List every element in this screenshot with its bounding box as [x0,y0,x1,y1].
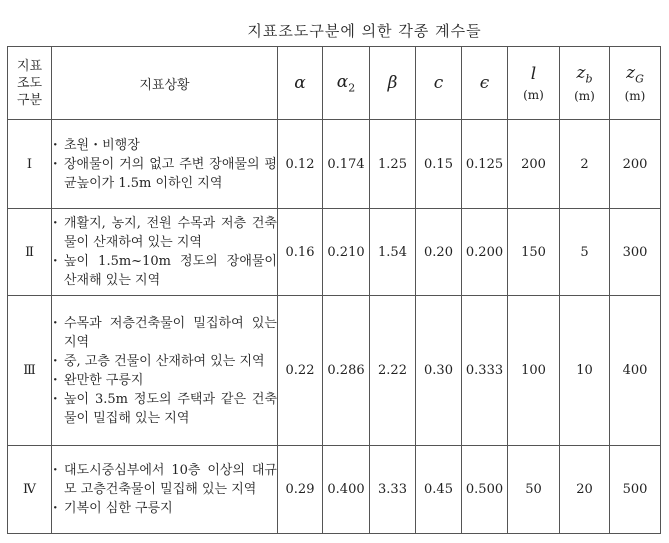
table-row [8,446,661,534]
header-beta [370,47,416,120]
header-unit: (m) [574,89,595,104]
value-cell: 200 [508,120,560,209]
value-cell: 10 [560,296,610,446]
value-cell: 0.333 [462,296,508,446]
value-cell: 400 [610,296,661,446]
class-cell: Ⅲ [8,296,52,446]
header-epsilon [462,47,508,120]
value-cell: 500 [610,446,661,534]
value-cell: 0.400 [323,446,370,534]
table-row [8,209,661,296]
header-c [416,47,462,120]
value-cell: 0.30 [416,296,462,446]
header-symbol: $\alpha_2$ [336,71,356,95]
header-symbol: l [530,64,537,84]
value-cell: 0.16 [278,209,323,296]
header-zb [560,47,610,120]
header-symbol: β [387,73,398,93]
header-class [8,47,52,120]
value-cell: 300 [610,209,661,296]
condition-item: · 대도시중심부에서 10층 이상의 대규모 고층건축물이 밀집해 있는 지역 [52,461,277,499]
header-symbol: $z_b$ [576,62,593,86]
value-cell: 0.125 [462,120,508,209]
value-cell: 5 [560,209,610,296]
value-cell: 0.174 [323,120,370,209]
value-cell: 0.210 [323,209,370,296]
header-class-line: 조도 [16,75,43,91]
value-cell: 1.25 [370,120,416,209]
header-row [8,47,661,120]
header-l [508,47,560,120]
header-alpha [278,47,323,120]
value-cell: 20 [560,446,610,534]
value-cell: 0.45 [416,446,462,534]
condition-item: · 수목과 저층건축물이 밀집하여 있는 지역 [52,314,277,352]
condition-cell [52,446,278,534]
condition-item: · 높이 1.5m~10m 정도의 장애물이 산재해 있는 지역 [52,252,277,290]
class-cell: Ⅳ [8,446,52,534]
condition-item: · 중, 고층 건물이 산재하여 있는 지역 [52,352,277,371]
header-subscript: b [585,72,593,86]
header-zg [610,47,661,120]
table-title: 지표조도구분에 의한 각종 계수들 [247,22,482,40]
value-cell: 100 [508,296,560,446]
condition-item: · 개활지, 농지, 전원 수목과 저층 건축물이 산재하여 있는 지역 [52,214,277,252]
header-unit: (m) [624,89,646,104]
coefficient-table [7,46,661,534]
value-cell: 0.29 [278,446,323,534]
value-cell: 2 [560,120,610,209]
value-cell: 0.286 [323,296,370,446]
table-row [8,296,661,446]
header-alpha2 [323,47,370,120]
value-cell: 0.12 [278,120,323,209]
value-cell: 0.22 [278,296,323,446]
value-cell: 3.33 [370,446,416,534]
condition-item: · 완만한 구릉지 [52,371,277,390]
value-cell: 200 [610,120,661,209]
condition-item: · 초원・비행장 [52,136,277,155]
header-symbol: ϵ [479,73,490,93]
condition-item: · 기복이 심한 구릉지 [52,499,277,518]
value-cell: 2.22 [370,296,416,446]
value-cell: 0.500 [462,446,508,534]
value-cell: 1.54 [370,209,416,296]
header-subscript: 2 [348,81,356,95]
value-cell: 0.15 [416,120,462,209]
value-cell: 0.20 [416,209,462,296]
header-class-line: 지표 [16,58,43,74]
header-class-line: 구분 [16,92,43,108]
value-cell: 150 [508,209,560,296]
value-cell: 50 [508,446,560,534]
table-row [8,120,661,209]
value-cell: 0.200 [462,209,508,296]
header-subscript: G [635,72,644,86]
header-symbol: $z_G$ [626,62,644,86]
condition-cell [52,296,278,446]
class-cell: Ⅰ [8,120,52,209]
header-symbol: c [433,73,444,93]
condition-item: · 장애물이 거의 없고 주변 장애물의 평균높이가 1.5m 이하인 지역 [52,155,277,193]
condition-item: · 높이 3.5m 정도의 주택과 같은 건축물이 밀집해 있는 지역 [52,390,277,428]
header-unit: (m) [523,88,544,102]
header-condition: 지표상황 [52,47,278,120]
header-symbol: α [294,73,306,93]
condition-cell [52,120,278,209]
class-cell: Ⅱ [8,209,52,296]
condition-cell [52,209,278,296]
